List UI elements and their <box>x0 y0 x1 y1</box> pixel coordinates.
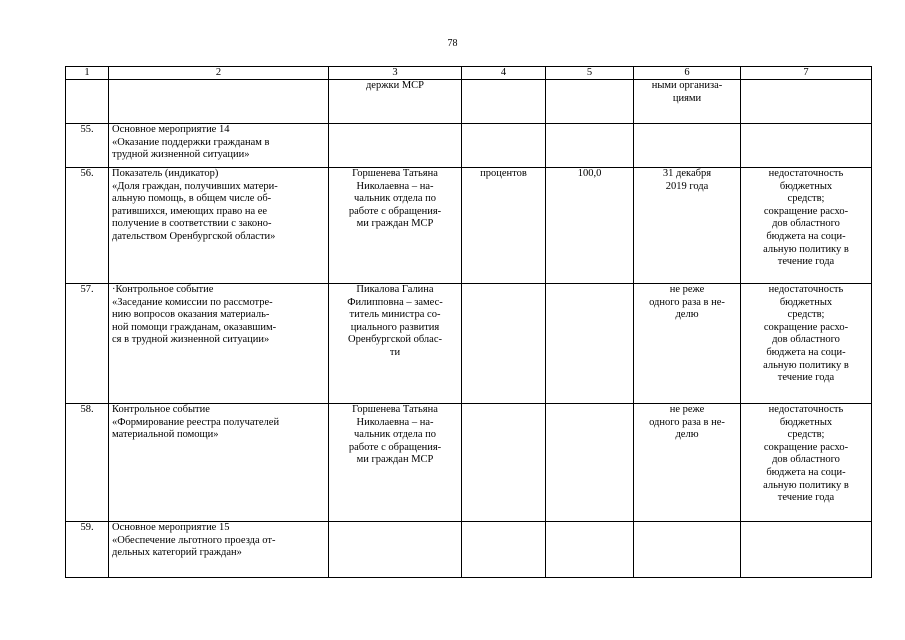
continuation-description <box>109 80 329 124</box>
row-value <box>546 522 634 578</box>
column-number-2: 2 <box>109 67 329 80</box>
row-unit <box>462 404 546 522</box>
row-risks <box>741 124 872 168</box>
row-responsible <box>329 124 462 168</box>
row-risks: недостаточность бюджетных средств; сокращение расхо- дов областного бюджета на соци- альную политику в течение года <box>741 404 872 522</box>
row-description: Показатель (индикатор) «Доля граждан, получивших матери- альную помощь, в общем числе об- ратившихся, имеющих право на ее получение в соответствии с законо- дательством Оренбургской области» <box>109 168 329 284</box>
continuation-responsible: держки МСР <box>329 80 462 124</box>
row-description: Контрольное событие «Формирование реестра получателей материальной помощи» <box>109 404 329 522</box>
row-number: 59. <box>66 522 109 578</box>
table-row <box>66 522 872 578</box>
row-unit: процентов <box>462 168 546 284</box>
column-number-7: 7 <box>741 67 872 80</box>
row-risks <box>741 522 872 578</box>
row-risks: недостаточность бюджетных средств; сокращение расхо- дов областного бюджета на соци- альную политику в течение года <box>741 168 872 284</box>
row-responsible: Горшенева Татьяна Николаевна – на- чальник отдела по работе с обращения- ми граждан МСР <box>329 404 462 522</box>
table-row <box>66 404 872 522</box>
continuation-risks <box>741 80 872 124</box>
row-description: Основное мероприятие 14 «Оказание поддержки гражданам в трудной жизненной ситуации» <box>109 124 329 168</box>
row-description: Основное мероприятие 15 «Обеспечение льготного проезда от- дельных категорий граждан» <box>109 522 329 578</box>
column-number-1: 1 <box>66 67 109 80</box>
row-deadline <box>634 124 741 168</box>
row-responsible: Горшенева Татьяна Николаевна – на- чальник отдела по работе с обращения- ми граждан МСР <box>329 168 462 284</box>
continuation-deadline: ными организа- циями <box>634 80 741 124</box>
row-responsible: Пикалова Галина Филипповна – замес- титель министра со- циального развития Оренбургской облас- ти <box>329 284 462 404</box>
row-value: 100,0 <box>546 168 634 284</box>
row-unit <box>462 124 546 168</box>
row-number: 57. <box>66 284 109 404</box>
row-deadline: не реже одного раза в не- делю <box>634 404 741 522</box>
table-row <box>66 168 872 284</box>
row-value <box>546 404 634 522</box>
column-number-3: 3 <box>329 67 462 80</box>
row-deadline: не реже одного раза в не- делю <box>634 284 741 404</box>
measures-table <box>65 66 872 578</box>
row-responsible <box>329 522 462 578</box>
row-deadline: 31 декабря 2019 года <box>634 168 741 284</box>
row-description: ·Контрольное событие «Заседание комиссии по рассмотре- нию вопросов оказания материаль- ной помощи гражданам, оказавшим- ся в трудной жизненной ситуации» <box>109 284 329 404</box>
continuation-num <box>66 80 109 124</box>
column-number-6: 6 <box>634 67 741 80</box>
row-value <box>546 124 634 168</box>
continuation-row <box>66 80 872 124</box>
row-risks: недостаточность бюджетных средств; сокращение расхо- дов областного бюджета на соци- альную политику в течение года <box>741 284 872 404</box>
row-unit <box>462 522 546 578</box>
table-row <box>66 284 872 404</box>
row-unit <box>462 284 546 404</box>
continuation-value <box>546 80 634 124</box>
row-number: 56. <box>66 168 109 284</box>
column-numbers-row <box>66 67 872 80</box>
row-number: 55. <box>66 124 109 168</box>
row-value <box>546 284 634 404</box>
page-number: 78 <box>447 38 458 49</box>
column-number-4: 4 <box>462 67 546 80</box>
continuation-unit <box>462 80 546 124</box>
table-row <box>66 124 872 168</box>
column-number-5: 5 <box>546 67 634 80</box>
row-number: 58. <box>66 404 109 522</box>
row-deadline <box>634 522 741 578</box>
